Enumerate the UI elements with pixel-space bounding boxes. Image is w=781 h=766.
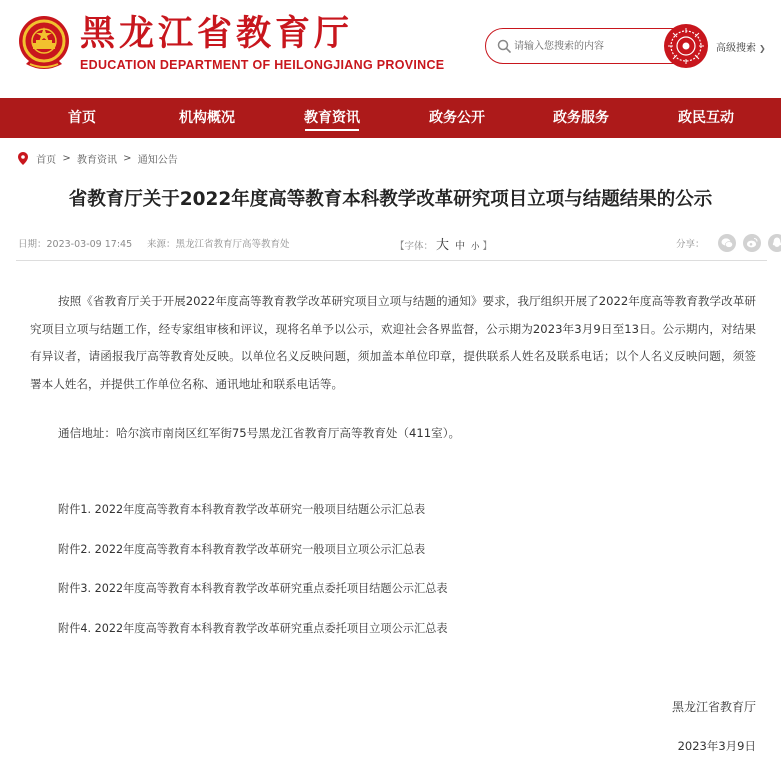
- breadcrumb-news[interactable]: 教育资讯: [76, 155, 117, 166]
- signature-date: 2023年3月9日: [677, 739, 756, 753]
- article-body: [30, 288, 756, 398]
- chevron-right-icon: ❯: [759, 44, 766, 53]
- breadcrumb-separator: >: [62, 153, 71, 164]
- attachment-link-1[interactable]: 附件1. 2022年度高等教育本科教育教学改革研究一般项目结题公示汇总表: [58, 503, 426, 516]
- weibo-icon[interactable]: [743, 234, 761, 252]
- site-title: 黑龙江省教育厅: [80, 14, 354, 54]
- nav-item-public-affairs[interactable]: 政务公开: [429, 110, 485, 126]
- attachment-link-2[interactable]: 附件2. 2022年度高等教育本科教育教学改革研究一般项目立项公示汇总表: [58, 543, 426, 556]
- nav-item-home[interactable]: 首页: [68, 110, 96, 126]
- attachment-link-4[interactable]: 附件4. 2022年度高等教育本科教育教学改革研究重点委托项目立项公示汇总表: [58, 622, 448, 635]
- breadcrumb: [18, 151, 178, 167]
- breadcrumb-separator: >: [123, 153, 132, 164]
- publish-date: 日期：2023-03-09 17:45: [18, 239, 133, 250]
- advanced-search-link[interactable]: [716, 39, 766, 54]
- qq-icon[interactable]: [768, 234, 781, 252]
- site-header: [0, 0, 781, 98]
- main-nav: [0, 98, 781, 138]
- breadcrumb-home[interactable]: 首页: [36, 155, 57, 166]
- font-size-label-open: 【字体：: [395, 241, 434, 252]
- search-badge-icon: [664, 24, 708, 68]
- nav-item-about[interactable]: 机构概况: [179, 110, 235, 126]
- wechat-icon[interactable]: [718, 234, 736, 252]
- search-input[interactable]: [514, 36, 664, 56]
- attachment-link-3[interactable]: 附件3. 2022年度高等教育本科教育教学改革研究重点委托项目结题公示汇总表: [58, 582, 448, 595]
- article-paragraph: 按照《省教育厅关于开展2022年度高等教育教学改革研究项目立项与结题的通知》要求，我厅组织开展了2022年度高等教育教学改革研究项目立项与结题工作，经专家组审核和评议，现将名单予以公示，欢迎社会各界监督，公示期为2023年3月9日至13日。公示期内，对结果有异议者，请函报我厅高等教育处反映。以单位名义反映问题，须加盖本单位印章，提供联系人姓名及联系电话；以个人名义反映问题，须签署本人姓名，并提供工作单位名称、通讯地址和联系电话等。: [30, 294, 756, 391]
- font-size-large[interactable]: 大: [436, 238, 450, 253]
- nav-item-interaction[interactable]: 政民互动: [678, 110, 734, 126]
- font-size-switcher: [395, 234, 492, 253]
- font-size-label-close: 】: [482, 241, 493, 252]
- article-title: 省教育厅关于2022年度高等教育本科教学改革研究项目立项与结题结果的公示: [68, 189, 713, 210]
- nav-item-news[interactable]: 教育资讯: [277, 98, 387, 138]
- national-emblem-logo[interactable]: [16, 14, 72, 74]
- font-size-small[interactable]: 小: [471, 242, 480, 252]
- site-subtitle: EDUCATION DEPARTMENT OF HEILONGJIANG PROVINCE: [80, 58, 445, 72]
- font-size-medium[interactable]: 中: [455, 241, 466, 252]
- search-icon: [496, 38, 512, 54]
- search-button[interactable]: [664, 24, 708, 68]
- share-bar: [676, 232, 781, 252]
- signature: 黑龙江省教育厅: [671, 700, 756, 714]
- meta-divider: [16, 260, 767, 261]
- advanced-search-label: 高级搜索: [716, 43, 756, 54]
- share-label: 分享：: [676, 238, 705, 250]
- nav-item-services[interactable]: 政务服务: [553, 110, 609, 126]
- article-source: 来源：黑龙江省教育厅高等教育处: [147, 239, 290, 250]
- mailing-address: 通信地址：哈尔滨市南岗区红军街75号黑龙江省教育厅高等教育处（411室）。: [58, 426, 461, 440]
- location-pin-icon: [18, 152, 28, 165]
- article-meta: [16, 229, 767, 255]
- breadcrumb-notices[interactable]: 通知公告: [137, 155, 178, 166]
